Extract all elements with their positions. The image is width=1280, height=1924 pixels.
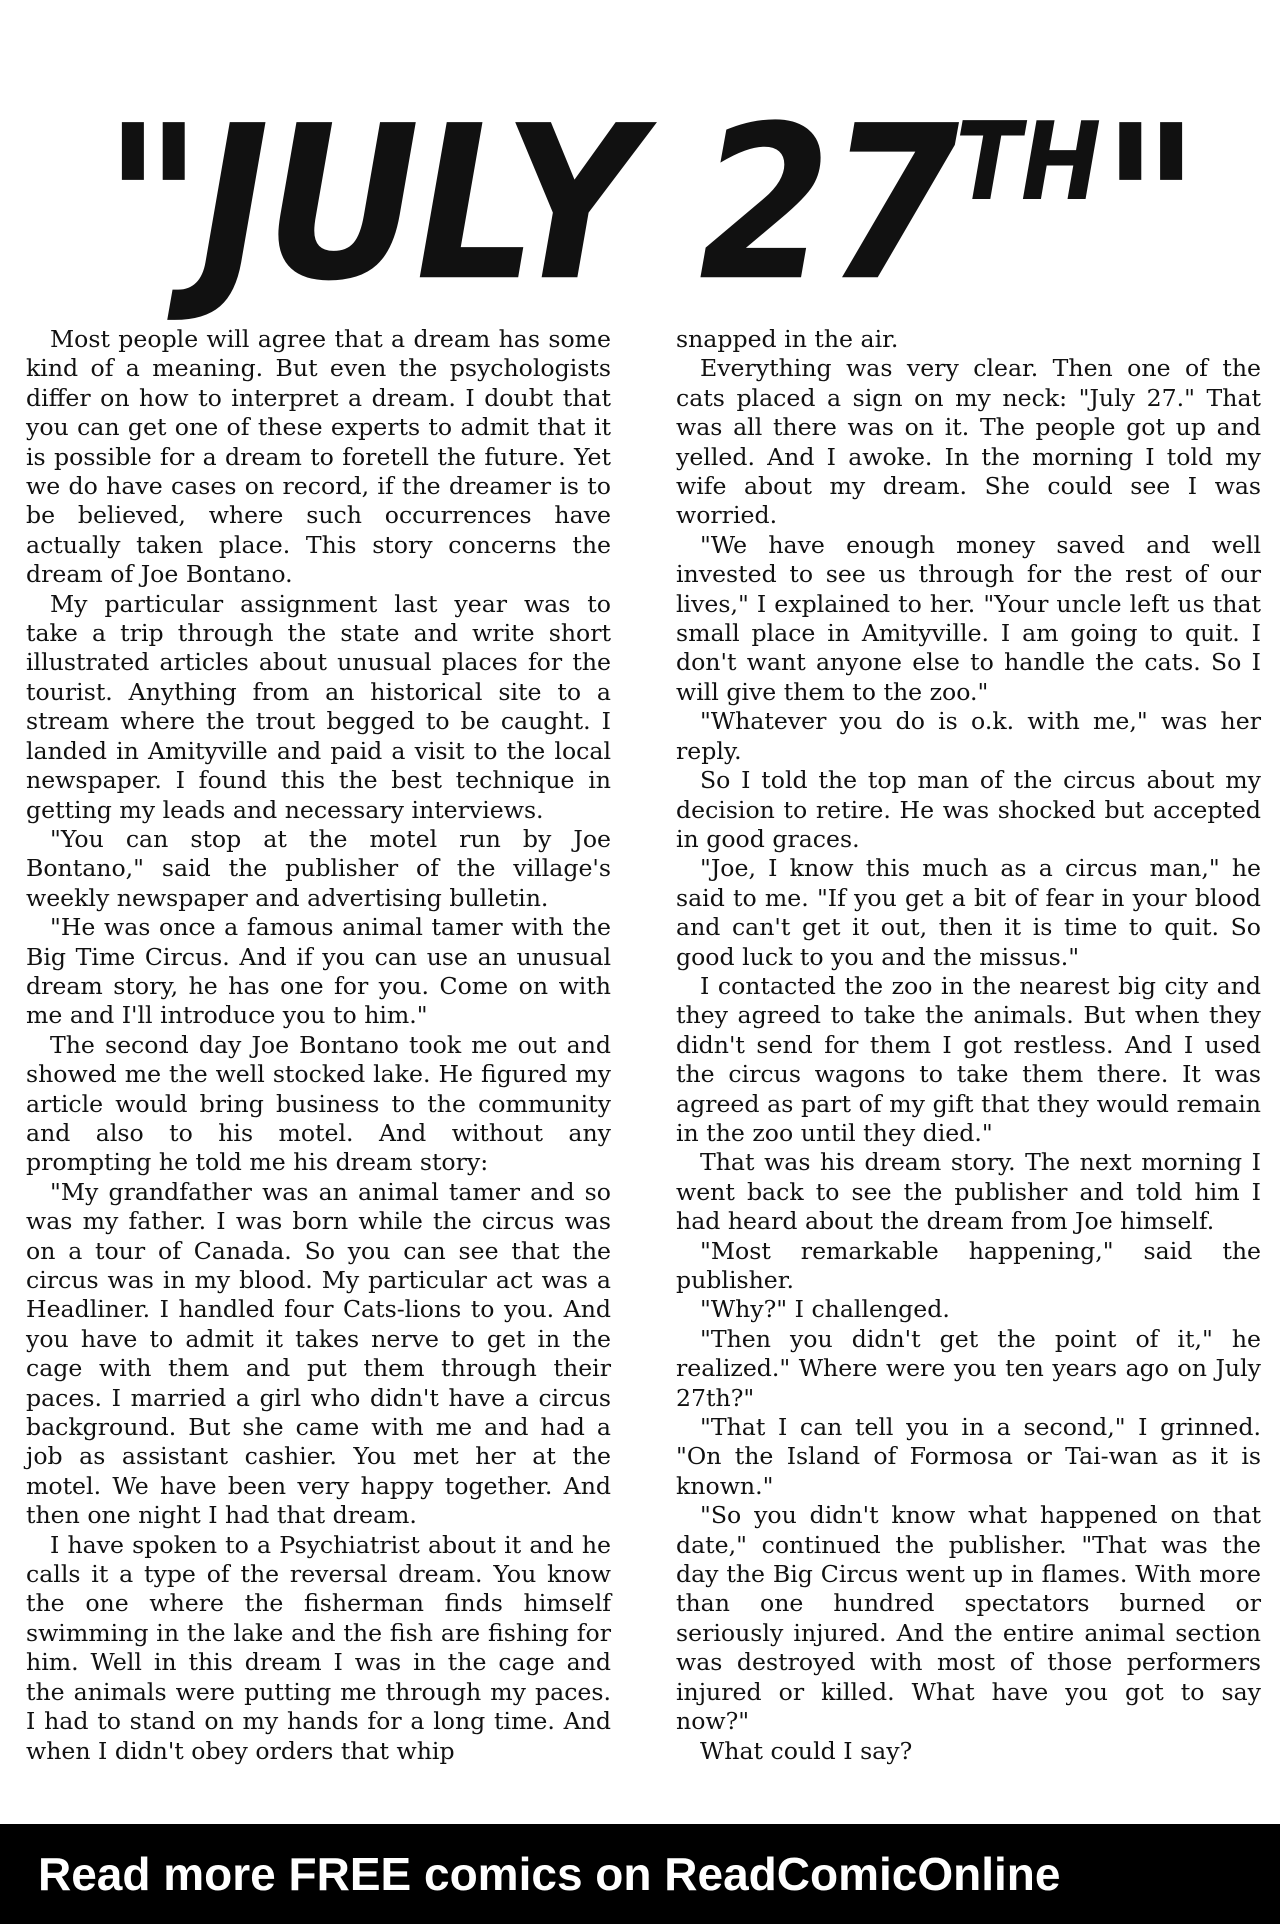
paragraph: I have spoken to a Psychiatrist about it and he calls it a type of the reversal dream. You know the one where the fisherman finds himself swimming in the lake and the fish are fishing for him. Well in this dream I was in the cage and the animals were putting me through my paces. I had to stand on my hands for a long time. And when I didn't obey orders that whip xyxy=(26,1530,611,1765)
paragraph: "So you didn't know what happened on that date," continued the publisher. "That was the day the Big Circus went up in flames. With more than one hundred spectators burned or seriously injured. And the entire animal section was destroyed with most of those performers injured or killed. What have you got to say now?" xyxy=(676,1501,1261,1736)
paragraph: "Most remarkable happening," said the publisher. xyxy=(676,1236,1261,1294)
paragraph: "Why?" I challenged. xyxy=(700,1295,950,1324)
paragraph: What could I say? xyxy=(700,1736,913,1765)
paragraph: Most people will agree that a dream has some kind of a meaning. But even the psychologists differ on how to interpret a dream. I doubt that you can get one of these experts to admit that it is possible for a dream to foretell the future. Yet we do have cases on record, if the dreamer is to be believed, where such occurrences have actually taken place. This story concerns the dream of Joe Bontano. xyxy=(26,325,611,589)
paragraph: "You can stop at the motel run by Joe Bontano," said the publisher of the village's weekly newspaper and advertising bulletin. xyxy=(26,824,611,912)
paragraph-continued: snapped in the air. xyxy=(676,325,899,353)
paragraph: "We have enough money saved and well invested to see us through for the rest of our lives," I explained to her. "Your uncle left us that small place in Amityville. I am going to quit. I don't want anyone else to handle the cats. So I will give them to the zoo." xyxy=(676,530,1261,706)
paragraph: I contacted the zoo in the nearest big city and they agreed to take the animals. But when they didn't send for them I got restless. And I used the circus wagons to take them there. It was agreed as part of my gift that they would remain in the zoo until they died." xyxy=(676,971,1261,1147)
promo-banner[interactable] xyxy=(0,1824,1280,1924)
paragraph: So I told the top man of the circus about my decision to retire. He was shocked but accepted in good graces. xyxy=(676,766,1261,853)
story-title xyxy=(60,3,1240,328)
paragraph: "He was once a famous animal tamer with the Big Time Circus. And if you can use an unusual dream story, he has one for you. Come on with me and I'll introduce you to him." xyxy=(26,913,611,1030)
paragraph: "Joe, I know this much as a circus man," he said to me. "If you get a bit of fear in your blood and can't get it out, then it is time to quit. So good luck to you and the missus." xyxy=(676,854,1261,971)
paragraph: That was his dream story. The next morning I went back to see the publisher and told him I had heard about the dream from Joe himself. xyxy=(676,1148,1261,1236)
article-left-column xyxy=(26,325,611,1795)
title-close-quote: " xyxy=(1101,80,1197,328)
title-main: "JULY 27 xyxy=(103,80,956,328)
paragraph: My particular assignment last year was to take a trip through the state and write short illustrated articles about unusual places for the tourist. Anything from an historical site to a stream where the trout begged to be caught. I landed in Amityville and paid a visit to the local newspaper. I found this the best technique in getting my leads and necessary interviews. xyxy=(26,589,611,824)
paragraph: The second day Joe Bontano took me out and showed me the well stocked lake. He figured my article would bring business to the community and also to his motel. And without any prompting he told me his dream story: xyxy=(26,1030,611,1177)
paragraph: "Then you didn't get the point of it," he realized." Where were you ten years ago on July 27th?" xyxy=(676,1324,1261,1412)
paragraph: Everything was very clear. Then one of the cats placed a sign on my neck: "July 27." That was all there was on it. The people got up and yelled. And I awoke. In the morning I told my wife about my dream. She could see I was worried. xyxy=(676,354,1261,530)
paragraph: "Whatever you do is o.k. with me," was her reply. xyxy=(676,707,1261,765)
title-superscript: TH xyxy=(955,99,1102,225)
promo-banner-text[interactable]: Read more FREE comics on ReadComicOnline xyxy=(38,1848,1061,1900)
paragraph: "That I can tell you in a second," I grinned. "On the Island of Formosa or Tai-wan as it is known." xyxy=(676,1413,1261,1500)
paragraph: "My grandfather was an animal tamer and so was my father. I was born while the circus was on a tour of Canada. So you can see that the circus was in my blood. My particular act was a Headliner. I handled four Cats-lions to you. And you have to admit it takes nerve to get in the cage with them and put them through their paces. I married a girl who didn't have a circus background. But she came with me and had a job as assistant cashier. You met her at the motel. We have been very happy together. And then one night I had that dream. xyxy=(26,1177,611,1530)
article-right-column xyxy=(676,325,1261,1795)
